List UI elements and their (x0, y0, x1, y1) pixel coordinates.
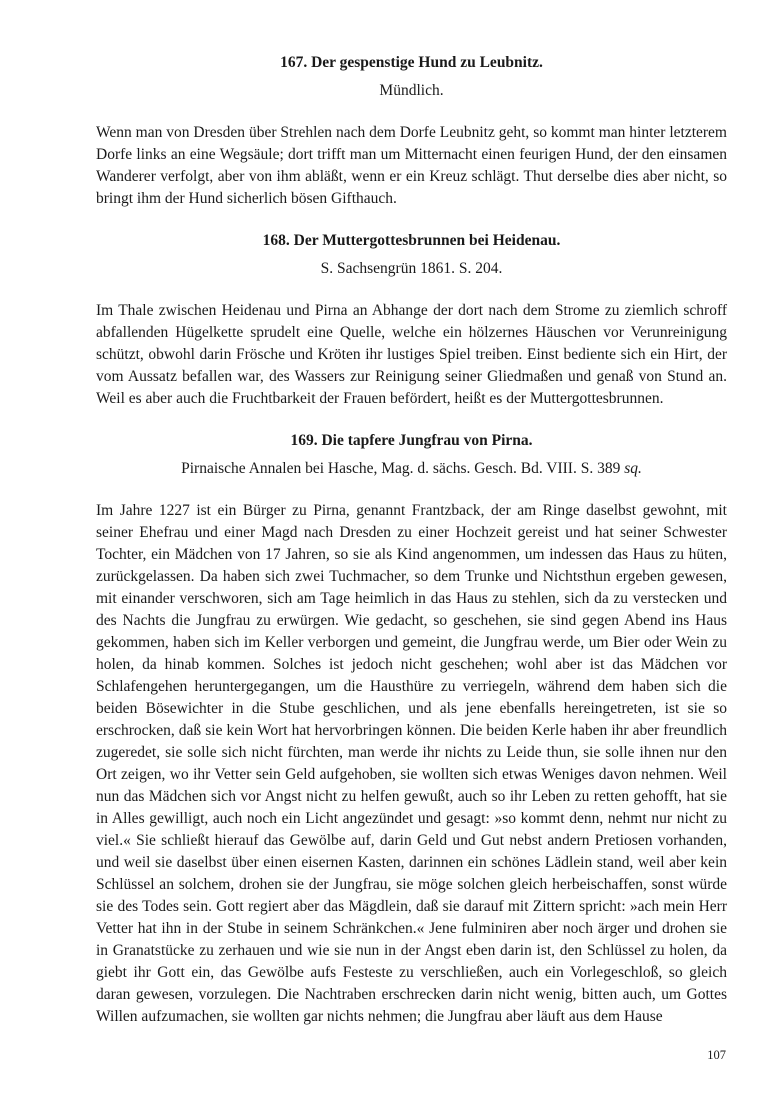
section-168 (96, 230, 727, 410)
page-content (96, 52, 727, 1028)
page-number: 107 (707, 1048, 726, 1062)
section-body: Wenn man von Dresden über Strehlen nach dem Dorfe Leubnitz geht, so kommt man hinter letzterem Dorfe links an eine Wegsäule; dort trifft man um Mitternacht einen feurigen Hund, der den einsamen Wanderer verfolgt, aber von ihm abläßt, wenn er ein Kreuz schlägt. Thut derselbe dies aber nicht, so bringt ihm der Hund sicherlich bösen Gifthauch. (96, 124, 727, 207)
section-source (96, 458, 727, 480)
section-title: 167. Der gespenstige Hund zu Leubnitz. (280, 54, 543, 71)
section-title: 169. Die tapfere Jungfrau von Pirna. (290, 432, 533, 449)
section-169 (96, 430, 727, 1028)
section-body: Im Thale zwischen Heidenau und Pirna an Abhange der dort nach dem Strome zu ziemlich schroff abfallenden Hügelkette sprudelt eine Quelle, welche ein hölzernes Häuschen vor Verunreinigung schützt, obwohl darin Frösche und Kröten ihr lustiges Spiel treiben. Einst bediente sich ein Hirt, der vom Aussatz befallen war, des Wassers zur Reinigung seiner Gliedmaßen und genaß von Stund an. Weil es aber auch die Fruchtbarkeit der Frauen befördert, heißt es der Muttergottesbrunnen. (96, 302, 727, 407)
section-167 (96, 52, 727, 210)
section-source: Mündlich. (379, 82, 444, 99)
section-title: 168. Der Muttergottesbrunnen bei Heidenau. (262, 232, 561, 249)
source-citation-italic: sq. (624, 460, 642, 477)
section-body: Im Jahre 1227 ist ein Bürger zu Pirna, genannt Frantzback, der am Ringe daselbst gewohnt, mit seiner Ehefrau und einer Magd nach Dresden zu einer Hochzeit gereist und hat seiner Schwester Tochter, ein Mädchen von 17 Jahren, so sie als Kind angenommen, um indessen das Haus zu hüten, zurückgelassen. Da haben sich zwei Tuchmacher, so dem Trunke und Nichtsthun ergeben gewesen, mit einander verschworen, sich am Tage heimlich in das Haus zu stehlen, sich da zu verstecken und des Nachts die Jungfrau zu erwürgen. Wie gedacht, so geschehen, sie sind gegen Abend ins Haus gekommen, haben sich im Keller verborgen und gemeint, die Jungfrau werde, um Bier oder Wein zu holen, da hinab kommen. Solches ist jedoch nicht geschehen; wohl aber ist das Mädchen vor Schlafengehen heruntergegangen, um die Hausthüre zu verriegeln, während dem haben sich die beiden Bösewichter in die Stube geschlichen, und als jene ebenfalls hereingetreten, ist sie so erschrocken, daß sie kein Wort hat hervorbringen können. Die beiden Kerle haben ihr aber freundlich zugeredet, sie solle sich nicht fürchten, man werde ihr nichts zu Leide thun, sie solle ihnen nur den Ort zeigen, wo ihr Vetter sein Geld aufgehoben, sie wollten sich etwas Weniges davon nehmen. Weil nun das Mädchen sich vor Angst nicht zu helfen gewußt, auch so ihr Leben zu retten gehofft, hat sie in Alles gewilligt, auch noch ein Licht angezündet und gesagt: »so kommt denn, nehmt nur nicht zu viel.« Sie schließt hierauf das Gewölbe auf, darin Geld und Gut nebst andern Pretiosen vorhanden, und weil sie daselbst über einen eisernen Kasten, darinnen ein schönes Lädlein stand, weil aber kein Schlüssel an solchem, drohen sie der Jungfrau, sie möge solchen gleich herbeischaffen, sonst würde sie des Todes sein. Gott regiert aber das Mägdlein, daß sie darauf mit Zittern spricht: »ach mein Herr Vetter hat ihn in der Stube in seinem Schränkchen.« Jene fulminiren aber noch ärger und drohen sie in Granatstücke zu zerhauen und wie sie nun in der Angst eben darin ist, den Schlüssel zu holen, da giebt ihr Gott ein, das Gewölbe aufs Festeste zu verschließen, auch ein Vorlegeschloß, so gleich daran gewesen, vorzulegen. Die Nachtraben erschrecken darin nicht wenig, bitten auch, um Gottes Willen aufzumachen, sie wollten gar nichts nehmen; die Jungfrau aber läuft aus dem Hause (96, 502, 727, 1025)
source-citation: Pirnaische Annalen bei Hasche, Mag. d. sächs. Gesch. Bd. VIII. S. 389 (181, 460, 621, 477)
section-source: S. Sachsengrün 1861. S. 204. (320, 260, 503, 277)
